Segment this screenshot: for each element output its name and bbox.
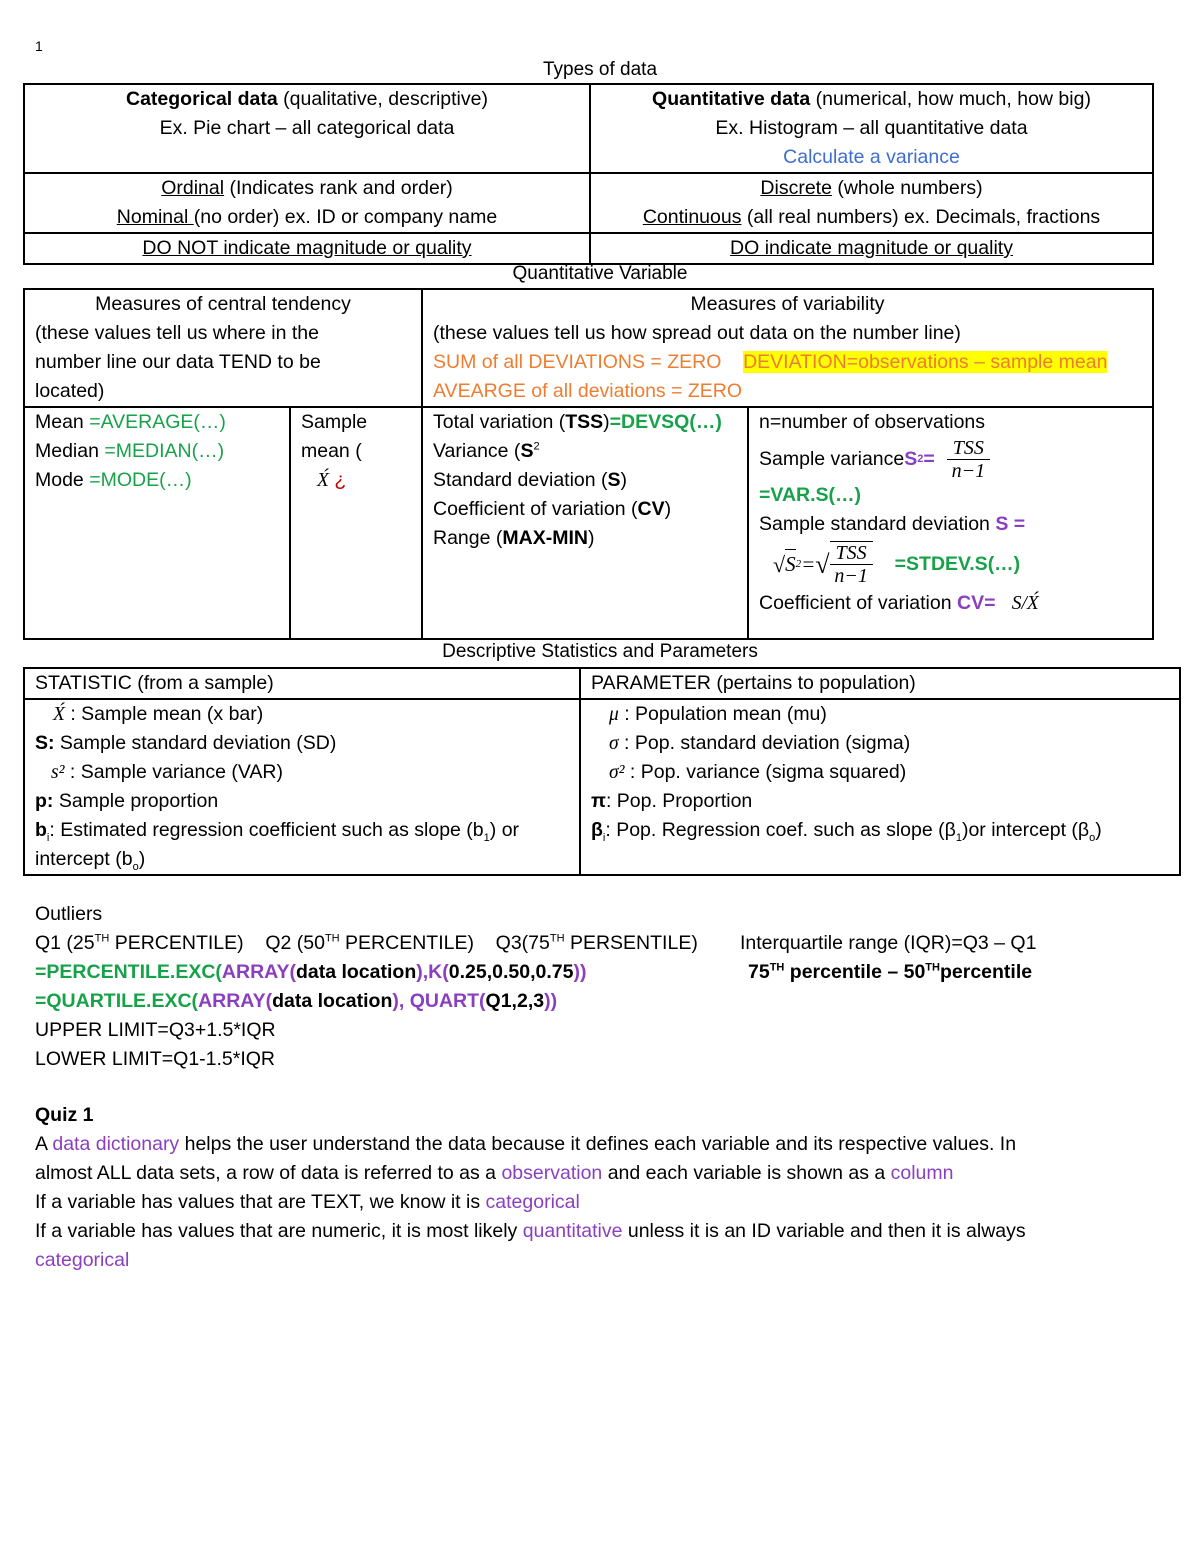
sd-root-sym: S [785,549,796,579]
q3-tail: PERSENTILE) [564,932,698,954]
variance-denominator: n−1 [951,459,986,482]
statistics-cell [24,699,580,875]
sum-deviations: SUM of all DEVIATIONS = ZERO [433,351,722,373]
sqrt-icon: √ [773,551,786,577]
quiz-term-data-dictionary: data dictionary [52,1133,180,1155]
param-regression: : Pop. Regression coef. such as slope (β [605,819,956,841]
quiz-term-quantitative: quantitative [522,1220,623,1242]
q2-tail: PERCENTILE) [339,932,474,954]
stat-variance: : Sample variance (VAR) [64,761,283,783]
sd-denominator: n−1 [834,565,868,587]
iqr-alt-sup2: TH [925,961,940,974]
categorical-magnitude: DO NOT indicate magnitude or quality [24,233,590,264]
mu-icon: μ [609,704,619,725]
tss-close: ) [603,411,610,433]
categorical-desc: (qualitative, descriptive) [277,88,488,110]
quartile-fn: =QUARTILE.EXC( [35,990,199,1012]
param-regression-tail: ) [1095,819,1102,841]
discrete-desc: (whole numbers) [831,177,983,199]
param-variance: : Pop. variance (sigma squared) [624,761,907,783]
quiz-l1-c: helps the user understand the data because it defines each variable and its respective values. In [179,1133,1017,1155]
stat-mean: : Sample mean (x bar) [64,703,264,725]
s-squared-icon: s² [51,762,65,783]
central-desc-3: located) [35,380,105,402]
n-definition: n=number of observations [759,411,986,433]
parameter-header: PARAMETER (pertains to population) [580,668,1180,699]
q2-sup: TH [324,932,340,945]
types-of-data-table [23,83,1154,265]
quantitative-label: Quantitative data [652,88,811,110]
param-beta-sub: i [602,831,606,844]
percentile-array: ARRAY( [221,961,296,983]
median-formula: =MEDIAN(…) [104,440,225,462]
stdev-abbr: S [607,469,621,491]
quiz-l4-a: If a variable has values that are numeric, it is most likely [35,1220,523,1242]
quiz-l3-a: If a variable has values that are TEXT, we know it is [35,1191,486,1213]
sd-fraction [830,541,873,587]
quartile-location: data location [272,990,393,1012]
average-deviations: AVEARGE of all deviations = ZERO [433,380,743,402]
outliers-title: Outliers [35,903,103,925]
variance-label: Variance ( [433,440,521,462]
iqr-definition: Interquartile range (IQR)=Q3 – Q1 [740,932,1037,954]
sd-formula [759,539,1142,589]
x-bar-symbol: X́ [317,470,329,491]
sqrt-icon-2: √ [815,549,830,579]
quartile-values: Q1,2,3 [485,990,545,1012]
sample-variance-sup: 2 [917,452,924,465]
quantitative-variable-title: Quantitative Variable [512,263,688,284]
continuous-label: Continuous [642,206,742,228]
quartile-array: ARRAY( [198,990,273,1012]
sample-sd-label: Sample standard deviation [759,513,996,535]
sample-variance-eq: = [923,447,935,470]
quantitative-desc: (numerical, how much, how big) [810,88,1091,110]
sample-mean-l2: mean ( [301,440,362,462]
q1-sup: TH [94,932,110,945]
param-beta0-sub: o [1089,831,1096,844]
stat-intercept: intercept (b [35,848,133,870]
x-bar-icon: X́ [53,704,65,725]
variance-fraction [947,437,990,482]
percentile-k: ),K( [416,961,449,983]
percentile-location: data location [295,961,417,983]
pi-icon: π [591,790,606,812]
iqr-alt-b: percentile – 50 [784,961,926,983]
quiz-term-categorical: categorical [485,1191,580,1213]
continuous-desc: (all real numbers) ex. Decimals, fractions [741,206,1101,228]
sample-mean-cell [290,407,422,639]
stdev-label: Standard deviation ( [433,469,608,491]
quiz-l4-c: unless it is an ID variable and then it is always [622,1220,1026,1242]
quantitative-cell [590,84,1153,173]
central-desc-2: number line our data TEND to be [35,351,321,373]
cv-formula-sym: CV= [957,592,996,614]
quiz-section [35,1101,1026,1275]
sample-variance-sym: S [904,447,918,470]
variance-abbr: S [520,440,534,462]
variability-cell [422,289,1153,407]
stat-b-sub: i [46,831,50,844]
parameters-cell [580,699,1180,875]
outliers-section [35,900,1037,1074]
range-abbr: MAX-MIN [502,527,588,549]
percentile-values: 0.25,0.50,0.75 [448,961,574,983]
quartile-close: )) [544,990,558,1012]
tss-abbr: TSS [565,411,604,433]
lower-limit: LOWER LIMIT=Q1-1.5*IQR [35,1048,276,1070]
cv-close: ) [664,498,672,520]
descriptive-title: Descriptive Statistics and Parameters [442,641,758,662]
ordinal-nominal-cell [24,173,590,233]
iqr-alt-sup1: TH [769,961,785,974]
stat-proportion: Sample proportion [53,790,219,812]
sd-eq: = [801,551,816,576]
variability-desc: (these values tell us how spread out data on the number line) [433,322,961,344]
descriptive-table [23,667,1181,876]
quiz-term-categorical-2: categorical [35,1249,130,1271]
cv-formula-math: S/X́ [1011,593,1039,614]
q2-label: Q2 (50 [265,932,325,954]
deviation-definition: DEVIATION=observations – sample mean [743,351,1108,373]
var-s-formula: =VAR.S(…) [759,484,862,506]
nominal-desc: (no order) ex. ID or company name [193,206,498,228]
tss-formula: =DEVSQ(…) [609,411,722,433]
mean-label: Mean [35,411,90,433]
categorical-example: Ex. Pie chart – all categorical data [159,117,455,139]
central-measures-cell [24,407,290,639]
cv-abbr: CV [637,498,665,520]
mean-formula: =AVERAGE(…) [89,411,226,433]
types-of-data-title: Types of data [542,59,658,80]
quartile-quart: ), QUART( [392,990,486,1012]
central-heading: Measures of central tendency [95,293,351,315]
quiz-title: Quiz 1 [35,1104,94,1126]
quantitative-variable-table [23,288,1154,640]
q1-tail: PERCENTILE) [109,932,244,954]
percentile-fn: =PERCENTILE.EXC( [35,961,222,983]
quiz-term-column: column [890,1162,954,1184]
sample-mean-l1: Sample [301,411,368,433]
central-desc-1: (these values tell us where in the [35,322,319,344]
stat-b1-sub: 1 [483,831,490,844]
variability-measures-cell [422,407,748,639]
param-regression-mid: )or intercept (β [961,819,1090,841]
sd-root-sup: 2 [795,557,802,570]
iqr-alt-c: percentile [939,961,1033,983]
ordinal-label: Ordinal [161,177,225,199]
page-number: 1 [35,38,43,54]
sigma-squared-icon: σ² [609,762,625,783]
param-sd: : Pop. standard deviation (sigma) [618,732,911,754]
stat-sd: Sample standard deviation (SD) [54,732,337,754]
iqr-alt [748,958,1032,987]
stdev-close: ) [620,469,628,491]
variance-numerator: TSS [947,437,990,460]
stat-regression: : Estimated regression coefficient such as slope (b [49,819,484,841]
discrete-label: Discrete [760,177,832,199]
param-beta1-sub: 1 [955,831,962,844]
percentile-close: )) [573,961,587,983]
sample-sd-sym: S = [995,513,1026,535]
quiz-l1-a: A [35,1133,53,1155]
stat-intercept-sub: o [132,860,139,873]
iqr-alt-a: 75 [748,961,770,983]
quiz-l2-a: almost ALL data sets, a row of data is referred to as a [35,1162,502,1184]
q1-label: Q1 (25 [35,932,95,954]
cv-formula-label: Coefficient of variation [759,592,957,614]
mode-label: Mode [35,469,90,491]
variability-heading: Measures of variability [690,293,885,315]
stat-b-sym: b [35,819,47,841]
param-mean: : Population mean (mu) [618,703,827,725]
range-close: ) [587,527,595,549]
categorical-cell [24,84,590,173]
range-label: Range ( [433,527,503,549]
param-proportion: : Pop. Proportion [605,790,753,812]
variance-sup: 2 [533,440,540,453]
variance-note: Calculate a variance [783,146,960,168]
sigma-icon: σ [609,733,619,754]
tss-label: Total variation ( [433,411,566,433]
mode-formula: =MODE(…) [89,469,192,491]
sample-mean-tail: ¿ [334,469,347,491]
q3-sup: TH [549,932,565,945]
stat-regression-tail: ) or [489,819,520,841]
statistic-header: STATISTIC (from a sample) [24,668,580,699]
upper-limit: UPPER LIMIT=Q3+1.5*IQR [35,1019,276,1041]
nominal-label: Nominal [116,206,194,228]
quiz-term-observation: observation [501,1162,603,1184]
q3-label: Q3(75 [495,932,550,954]
beta-icon: β [591,819,603,841]
quantitative-magnitude: DO indicate magnitude or quality [590,233,1153,264]
ordinal-desc: (Indicates rank and order) [224,177,453,199]
median-label: Median [35,440,105,462]
discrete-continuous-cell [590,173,1153,233]
stdev-s-formula: =STDEV.S(…) [894,552,1021,575]
sample-variance-label: Sample variance [759,447,905,470]
cv-label: Coefficient of variation ( [433,498,638,520]
stat-sd-sym: S: [35,732,55,754]
stat-intercept-tail: ) [138,848,146,870]
variability-formulas-cell [748,407,1153,639]
central-tendency-cell [24,289,422,407]
categorical-label: Categorical data [126,88,278,110]
sd-numerator: TSS [830,542,873,565]
quantitative-example: Ex. Histogram – all quantitative data [715,117,1028,139]
stat-p-sym: p: [35,790,54,812]
quiz-l2-c: and each variable is shown as a [602,1162,891,1184]
